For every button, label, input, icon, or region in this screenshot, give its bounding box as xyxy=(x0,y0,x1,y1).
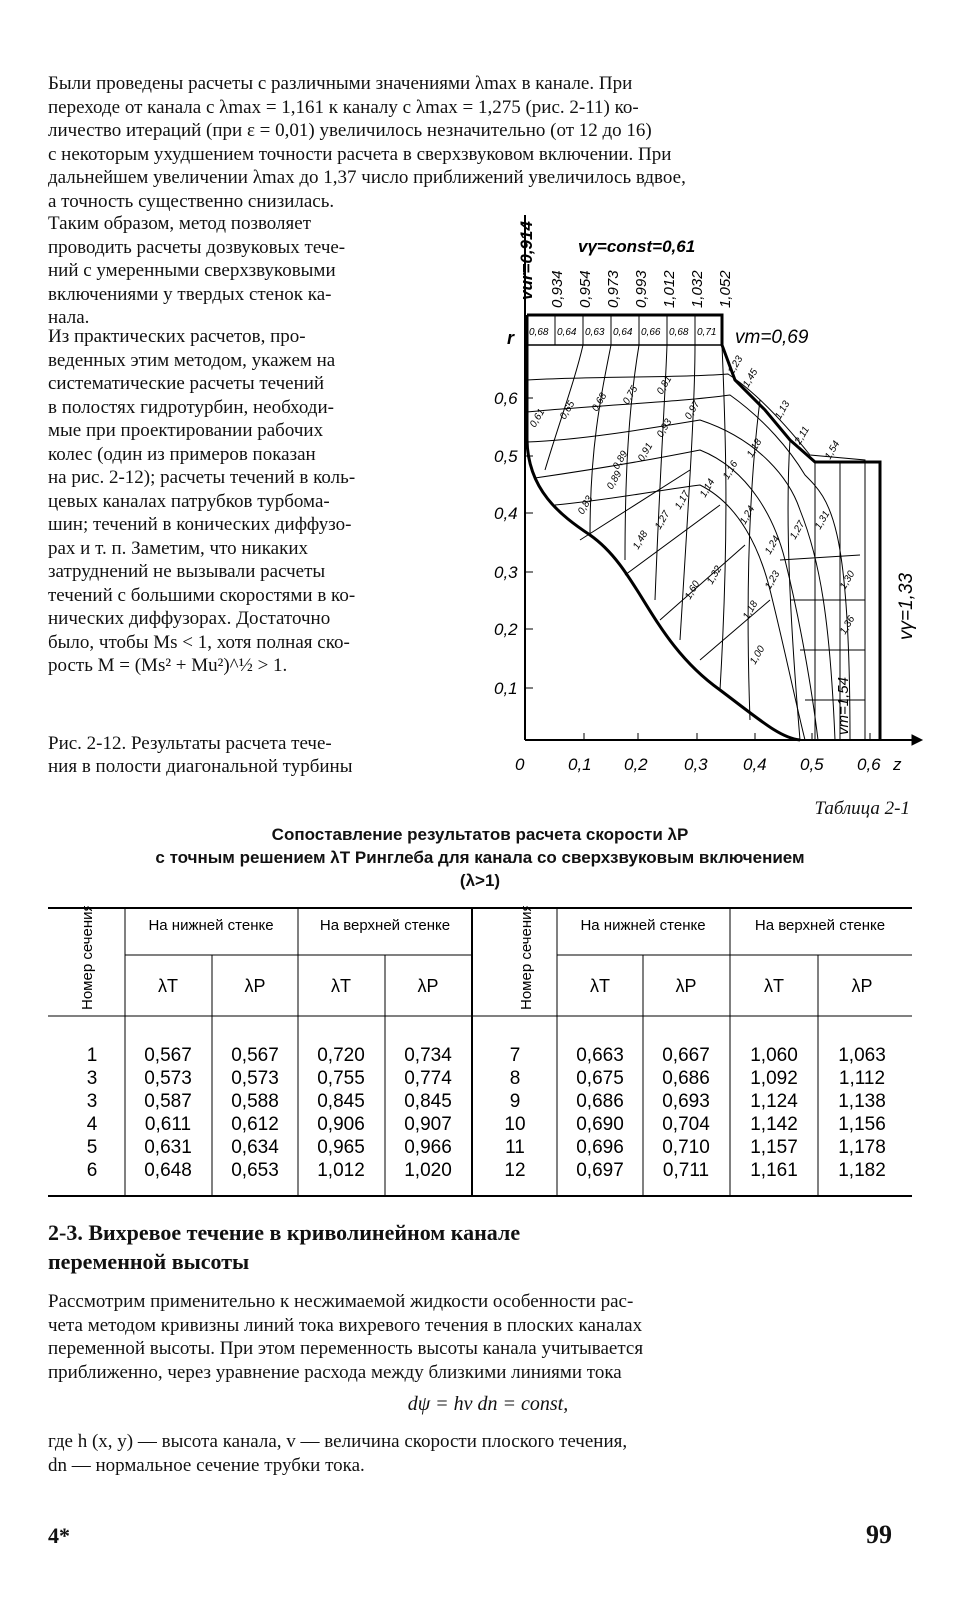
grid-value: 0,68 xyxy=(590,391,610,414)
grid-value: 1,31 xyxy=(813,509,833,532)
text-line: Таким образом, метод позволяет xyxy=(48,213,311,234)
grid-value: 0,91 xyxy=(636,441,656,464)
table-cell: 1,161 xyxy=(750,1160,798,1181)
table-cell: 1,156 xyxy=(838,1114,886,1135)
y-tick-label: 0,1 xyxy=(494,679,518,698)
vm-bottom-annotation: vm=1,54 xyxy=(835,677,852,735)
text-line: колес (один из примеров показан xyxy=(48,443,316,465)
text-line: dn — нормальное сечение трубки тока. xyxy=(48,1454,365,1476)
caption-line: Рис. 2-12. Результаты расчета тече- xyxy=(48,733,332,754)
table-cell: 0,631 xyxy=(144,1137,192,1158)
paragraph-vortex-flow xyxy=(48,1290,910,1384)
table-cell: 0,653 xyxy=(231,1160,279,1181)
table-cell: 10 xyxy=(504,1114,526,1135)
table-cell: 1,060 xyxy=(750,1045,798,1066)
text-line: систематические расчеты течений xyxy=(48,373,325,394)
grid-value: 1,54 xyxy=(823,439,843,462)
grid-cell-value: 0,64 xyxy=(557,327,577,338)
text-line: Из практических расчетов, про- xyxy=(48,326,306,347)
signature-mark: 4* xyxy=(48,1523,70,1548)
table-cell: 1,178 xyxy=(838,1137,886,1158)
x-tick-label: 0,3 xyxy=(684,755,708,774)
table-cell: 0,965 xyxy=(317,1137,365,1158)
text-line: с некоторым ухудшением точности расчета в сверхзвуковом включении. При xyxy=(48,143,672,165)
lambda-p-header: λP xyxy=(675,976,697,996)
grid-value: 2,11 xyxy=(793,424,812,447)
text-line: было, чтобы Ms < 1, хотя полная ско- xyxy=(48,631,350,653)
section-header: Номер сечения xyxy=(518,906,535,1010)
grid-cell-value: 0,66 xyxy=(641,327,661,338)
y-tick-label: 0,3 xyxy=(494,563,518,582)
paragraph-notation xyxy=(48,1430,910,1477)
grid-value: 1,13 xyxy=(773,399,793,422)
grid-value: 1,16 xyxy=(721,459,741,482)
table-cell: 0,675 xyxy=(576,1068,624,1089)
table-cell: 0,686 xyxy=(576,1091,624,1112)
equation: dψ = hv dn = const, xyxy=(407,1393,569,1415)
x-tick-label: 0 xyxy=(515,755,525,774)
table-cell: 1,092 xyxy=(750,1068,798,1089)
top-velocity-label: 1,052 xyxy=(717,270,734,308)
grid-cell-value: 0,71 xyxy=(697,327,717,338)
text-line: веденных этим методом, укажем на xyxy=(48,349,336,371)
grid-value: 1,00 xyxy=(748,644,768,667)
y-tick-label: 0,5 xyxy=(494,447,518,466)
table-title-line: Сопоставление результатов расчета скорости λP xyxy=(271,825,689,844)
table-cell: 0,588 xyxy=(231,1091,279,1112)
table-cell: 5 xyxy=(86,1137,98,1158)
table-title-line: (λ>1) xyxy=(459,871,501,890)
y-tick-label: 0,6 xyxy=(494,389,518,408)
table-cell: 12 xyxy=(504,1160,526,1181)
table-cell: 1,182 xyxy=(838,1160,886,1181)
lower-wall-header: На нижней стенке xyxy=(148,917,274,934)
text-line: чета методом кривизны линий тока вихревого течения в плоских каналах xyxy=(48,1314,643,1336)
text-line: включениями у твердых стенок ка- xyxy=(48,283,332,305)
upper-wall-header: На верхней стенке xyxy=(754,917,886,934)
section-heading-line: 2-3. Вихревое течение в криволинейном канале xyxy=(48,1220,521,1245)
text-line: проводить расчеты дозвуковых тече- xyxy=(48,236,346,258)
x-tick-label: 0,5 xyxy=(800,755,824,774)
lambda-p-header: λP xyxy=(244,976,266,996)
grid-cell-value: 0,68 xyxy=(529,327,549,338)
grid-value: 1,17 xyxy=(673,489,693,512)
table-cell: 0,774 xyxy=(404,1068,452,1089)
upper-wall-header: На верхней стенке xyxy=(319,917,451,934)
grid-value: 0,83 xyxy=(576,494,596,517)
table-cell: 0,710 xyxy=(662,1137,710,1158)
table-cell: 0,845 xyxy=(404,1091,452,1112)
text-line: приближенно, через уравнение расхода между близкими линиями тока xyxy=(48,1361,622,1383)
grid-value: 0,61 xyxy=(528,407,548,430)
text-line: Были проведены расчеты с различными значениями λmax в канале. При xyxy=(48,73,633,94)
text-line: нических диффузорах. Достаточно xyxy=(48,608,331,629)
text-line: Рассмотрим применительно к несжимаемой жидкости особенности рас- xyxy=(48,1291,634,1312)
table-cell: 0,587 xyxy=(144,1091,192,1112)
caption-line: ния в полости диагональной турбины xyxy=(48,756,353,777)
grid-value: 1,32 xyxy=(705,564,725,587)
vy-right-annotation: vγ=1,33 xyxy=(896,572,917,640)
table-cell: 1,063 xyxy=(838,1045,886,1066)
text-line: шин; течений в конических диффузо- xyxy=(48,514,352,535)
table-cell: 0,667 xyxy=(662,1045,710,1066)
text-line: нала. xyxy=(48,307,90,328)
table-cell: 0,611 xyxy=(144,1114,192,1135)
text-line: где h (x, y) — высота канала, v — величина скорости плоского течения, xyxy=(48,1431,628,1452)
grid-value: 0,89 xyxy=(605,469,625,492)
grid-value: 0,97 xyxy=(683,399,703,422)
table-cell: 0,755 xyxy=(317,1068,365,1089)
x-tick-label: 0,6 xyxy=(857,755,881,774)
table-cell: 4 xyxy=(86,1114,98,1135)
text-line: дальнейшем увеличении λmax до 1,37 число приближений увеличилось вдвое, xyxy=(48,167,686,188)
text-line: рость M = (Ms² + Mu²)^½ > 1. xyxy=(48,655,288,676)
vu-r-annotation: vur=0,914 xyxy=(517,221,536,300)
grid-cell-value: 0,68 xyxy=(669,327,689,338)
table-cell: 0,966 xyxy=(404,1137,452,1158)
table-cell: 1,012 xyxy=(317,1160,365,1181)
x-tick-label: 0,2 xyxy=(624,755,648,774)
table-grid xyxy=(48,906,914,1202)
grid-value: 0,93 xyxy=(655,417,675,440)
paragraph-intro xyxy=(48,72,910,213)
grid-value: 1,27 xyxy=(653,509,673,532)
table-cell: 0,573 xyxy=(144,1068,192,1089)
table-cell: 0,573 xyxy=(231,1068,279,1089)
top-velocity-label: 0,954 xyxy=(577,270,594,308)
table-cell: 0,711 xyxy=(662,1160,710,1181)
table-cell: 3 xyxy=(86,1091,98,1112)
table-cell: 1,112 xyxy=(838,1068,886,1089)
text-line: личество итераций (при ε = 0,01) увеличилось незначительно (от 12 до 16) xyxy=(48,120,652,141)
table-cell: 8 xyxy=(509,1068,521,1089)
vm-top-annotation: vm=0,69 xyxy=(735,327,809,348)
table-cell: 0,734 xyxy=(404,1045,452,1066)
text-line: затруднений не вызывали расчеты xyxy=(48,561,326,582)
lambda-t-header: λT xyxy=(158,976,178,996)
grid-value: 0,75 xyxy=(621,384,641,407)
section-heading xyxy=(48,1218,928,1276)
y-tick-label: 0,4 xyxy=(494,504,518,523)
table-cell: 1,138 xyxy=(838,1091,886,1112)
text-line: ний с умеренными сверхзвуковыми xyxy=(48,260,336,281)
y-tick-label: 0,2 xyxy=(494,620,518,639)
flow-grid-diagram xyxy=(486,200,926,780)
table-cell: 0,648 xyxy=(144,1160,192,1181)
top-velocity-label: 0,973 xyxy=(605,270,622,308)
table-cell: 0,697 xyxy=(576,1160,624,1181)
table-cell: 3 xyxy=(86,1068,98,1089)
grid-value: 1,18 xyxy=(741,599,761,622)
grid-value: 1,30 xyxy=(838,569,858,592)
grid-value: 1,18 xyxy=(745,437,765,460)
lambda-p-header: λP xyxy=(851,976,873,996)
grid-value: 0,65 xyxy=(558,399,578,422)
text-line: рах и т. п. Заметим, что никаких xyxy=(48,537,309,559)
grid-value: 1,14 xyxy=(698,477,718,500)
text-line: на рис. 2-12); расчеты течений в коль- xyxy=(48,467,356,488)
top-velocity-label: 1,032 xyxy=(689,270,706,308)
table-cell: 1 xyxy=(86,1045,98,1066)
table-cell: 9 xyxy=(509,1091,521,1112)
table-cell: 6 xyxy=(86,1160,98,1181)
lower-wall-header: На нижней стенке xyxy=(580,917,706,934)
table-cell: 7 xyxy=(509,1045,521,1066)
top-velocity-label: 0,993 xyxy=(633,270,650,308)
section-header: Номер сечения xyxy=(79,906,96,1010)
table-cell: 0,845 xyxy=(317,1091,365,1112)
page-number: 99 xyxy=(866,1520,892,1549)
figure-2-12 xyxy=(486,200,926,785)
grid-cell-value: 0,63 xyxy=(585,327,605,338)
grid-value: 1,24 xyxy=(763,534,783,557)
grid-value: 1,36 xyxy=(838,614,858,637)
table-title-line: с точным решением λT Ринглеба для канала со сверхзвуковым включением xyxy=(155,848,805,867)
table-cell: 0,663 xyxy=(576,1045,624,1066)
table-title xyxy=(40,823,920,892)
grid-value: 0,81 xyxy=(655,374,675,397)
table-cell: 0,907 xyxy=(404,1114,452,1135)
top-velocity-label: 1,012 xyxy=(661,270,678,308)
comparison-table xyxy=(48,906,914,1207)
table-cell: 1,020 xyxy=(404,1160,452,1181)
table-cell: 0,612 xyxy=(231,1114,279,1135)
table-cell: 0,696 xyxy=(576,1137,624,1158)
paragraph-applications xyxy=(48,325,463,678)
table-cell: 0,690 xyxy=(576,1114,624,1135)
table-cell: 0,567 xyxy=(231,1045,279,1066)
top-velocity-label: 0,934 xyxy=(549,270,566,308)
text-line: течений с большими скоростями в ко- xyxy=(48,584,356,606)
section-heading-line: переменной высоты xyxy=(48,1249,250,1274)
table-cell: 0,693 xyxy=(662,1091,710,1112)
text-line: цевых каналах патрубков турбома- xyxy=(48,490,330,512)
text-line: переходе от канала с λmax = 1,161 к каналу с λmax = 1,275 (рис. 2-11) ко- xyxy=(48,96,639,118)
table-cell: 0,906 xyxy=(317,1114,365,1135)
grid-value: 0,89 xyxy=(611,449,631,472)
grid-value: 1,48 xyxy=(631,529,651,552)
table-cell: 0,634 xyxy=(231,1137,279,1158)
text-line: переменной высоты. При этом переменность высоты канала учитывается xyxy=(48,1338,644,1359)
lambda-t-header: λT xyxy=(590,976,610,996)
grid-value: 1,24 xyxy=(738,504,758,527)
y-axis-label: r xyxy=(507,328,515,348)
table-cell: 0,686 xyxy=(662,1068,710,1089)
grid-value: 1,23 xyxy=(726,354,746,377)
text-line: а точность существенно снизилась. xyxy=(48,190,335,212)
grid-value: 1,27 xyxy=(788,519,808,542)
grid-value: 1,45 xyxy=(741,367,761,390)
text-line: в полостях гидротурбин, необходи- xyxy=(48,396,334,418)
x-axis-label: z xyxy=(893,755,902,774)
table-cell: 1,142 xyxy=(750,1114,798,1135)
lambda-t-header: λT xyxy=(331,976,351,996)
text-line: мые при проектировании рабочих xyxy=(48,420,324,441)
figure-caption xyxy=(48,732,468,778)
table-cell: 0,704 xyxy=(662,1114,710,1135)
vy-const-annotation: vγ=const=0,61 xyxy=(578,237,696,256)
table-label: Таблица 2-1 xyxy=(814,798,910,819)
lambda-t-header: λT xyxy=(764,976,784,996)
grid-cell-value: 0,64 xyxy=(613,327,633,338)
table-cell: 11 xyxy=(505,1137,525,1158)
table-cell: 1,124 xyxy=(750,1091,798,1112)
table-cell: 0,720 xyxy=(317,1045,365,1066)
grid-value: 1,60 xyxy=(683,579,703,602)
grid-value: 1,23 xyxy=(763,569,783,592)
paragraph-method xyxy=(48,212,463,330)
table-cell: 0,567 xyxy=(144,1045,192,1066)
table-cell: 1,157 xyxy=(750,1137,798,1158)
x-tick-label: 0,1 xyxy=(568,755,592,774)
lambda-p-header: λP xyxy=(417,976,439,996)
x-tick-label: 0,4 xyxy=(743,755,767,774)
